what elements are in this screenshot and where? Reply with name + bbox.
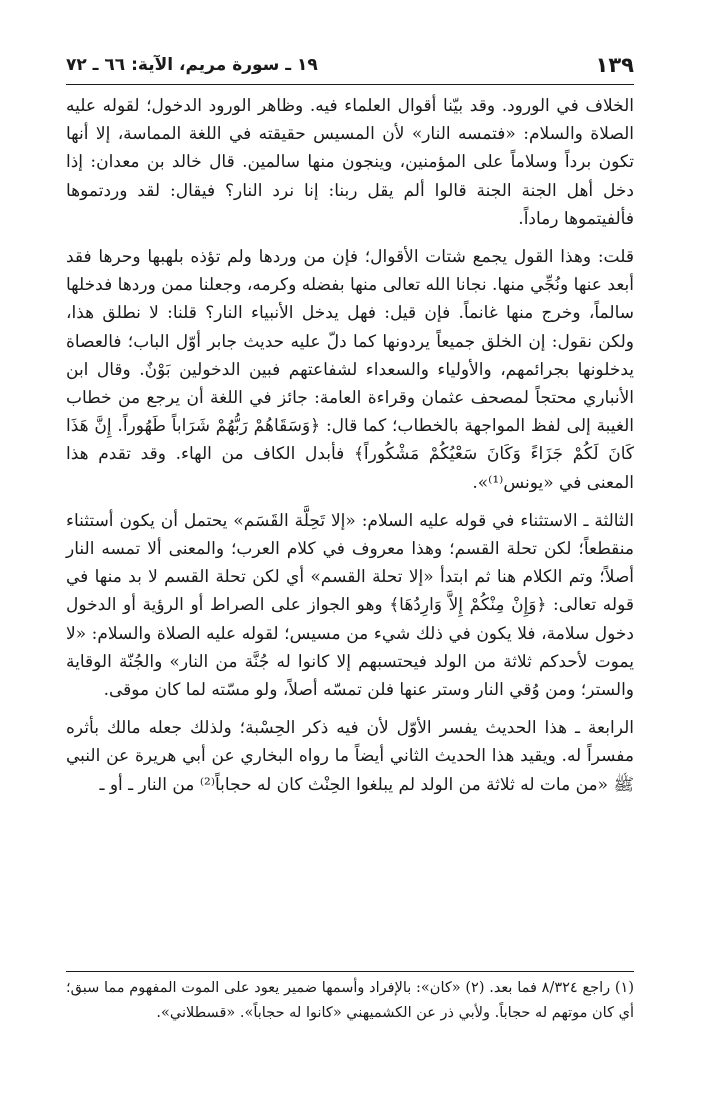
paragraph-3: الثالثة ـ الاستثناء في قوله عليه السلام: «إلا تَحِلَّة القَسَم» يحتمل أن يكون أستثناء منقطعاً؛ لكن تحلة القسم؛ وهذا معروف في كلام العرب؛ والمعنى ألا تمسه النار أصلاً؛ وتم الكلام هنا ثم ابتدأ «إلا تحلة القسم» أي لكن تحلة القسم لا بد منها في قوله تعالى: ﴿وَإِنْ مِنْكُمْ إِلاَّ وَارِدُهَا﴾ وهو الجواز على الصراط أو الرؤية أو الدخول دخول سلامة، فلا يكون في ذلك شيء من مسيس؛ لقوله عليه الصلاة والسلام: «لا يموت لأحدكم ثلاثة من الولد فيحتسبهم إلا كانوا له جُنَّة من النار» والجُنّة الوقاية والستر؛ ومن وُقي النار وستر عنها فلن تمسّه أصلاً، ولو مسّته لما كان موقى. bbox=[66, 510, 634, 701]
footnote-divider bbox=[66, 971, 634, 972]
page-header bbox=[66, 52, 634, 78]
footnotes: (١) راجع ٨/٣٢٤ فما بعد. (٢) «كان»: بالإفراد وأسمها ضمير يعود على الموت المفهوم مما سبق؛ أي كان موتهم له حجاباً. ولأبي ذر عن الكشميهني «كانوا له حجاباً». «قسطلاني». bbox=[66, 980, 634, 1021]
header-divider bbox=[66, 84, 634, 85]
main-text bbox=[66, 92, 634, 799]
running-title: ١٩ ـ سورة مريم، الآية: ٦٦ ـ ٧٢ bbox=[66, 55, 318, 75]
page-number: ١٣٩ bbox=[595, 53, 634, 77]
paragraph-4: الرابعة ـ هذا الحديث يفسر الأوّل لأن فيه ذكر الحِسْبة؛ ولذلك جعله مالك بأثره مفسراً له. ويقيد هذا الحديث الثاني أيضاً ما رواه البخاري عن أبي هريرة عن النبي ﷺ «من مات له ثلاثة من الولد لم يبلغوا الحِنْث كان له حجاباً⁽²⁾ من النار ـ أو ـ bbox=[66, 718, 634, 795]
paragraph-1: الخلاف في الورود. وقد بيّنا أقوال العلماء فيه. وظاهر الورود الدخول؛ لقوله عليه الصلاة والسلام: «فتمسه النار» لأن المسيس حقيقته في اللغة المماسة، إلا أنها تكون برداً وسلاماً على المؤمنين، وينجون منها سالمين. قال خالد بن معدان: إذا دخل أهل الجنة الجنة قالوا ألم يقل ربنا: إنا نرد النار؟ فيقال: لقد وردتموها فألفيتموها رماداً. bbox=[66, 96, 634, 229]
paragraph-2: قلت: وهذا القول يجمع شتات الأقوال؛ فإن من وردها ولم تؤذه بلهبها وحرها فقد أبعد عنها ونُجِّي منها. نجانا الله تعالى منها بفضله وكرمه، وجعلنا ممن وردها فدخلها سالماً، وخرج منها غانماً. فإن قيل: فهل يدخل الأنبياء النار؟ قلنا: لا نطلق هذا، ولكن نقول: إن الخلق جميعاً يردونها كما دلّ عليه حديث جابر أوّل الباب؛ فالعصاة يدخلونها بجرائمهم، والأولياء والسعداء لشفاعتهم فبين الدخولين بَوْنٌ. وقال ابن الأنباري محتجاً لمصحف عثمان وقراءة العامة: جائز في اللغة أن يرجع من خطاب الغيبة إلى لفظ المواجهة بالخطاب؛ كما قال: ﴿وَسَقَاهُمْ رَبُّهُمْ شَرَاباً طَهُوراً. إِنَّ هَذَا كَانَ لَكُمْ جَزَاءً وَكَانَ سَعْيُكُمْ مَشْكُوراً﴾ فأبدل الكاف من الهاء. وقد تقدم هذا المعنى في «يونس⁽¹⁾». bbox=[66, 247, 634, 493]
